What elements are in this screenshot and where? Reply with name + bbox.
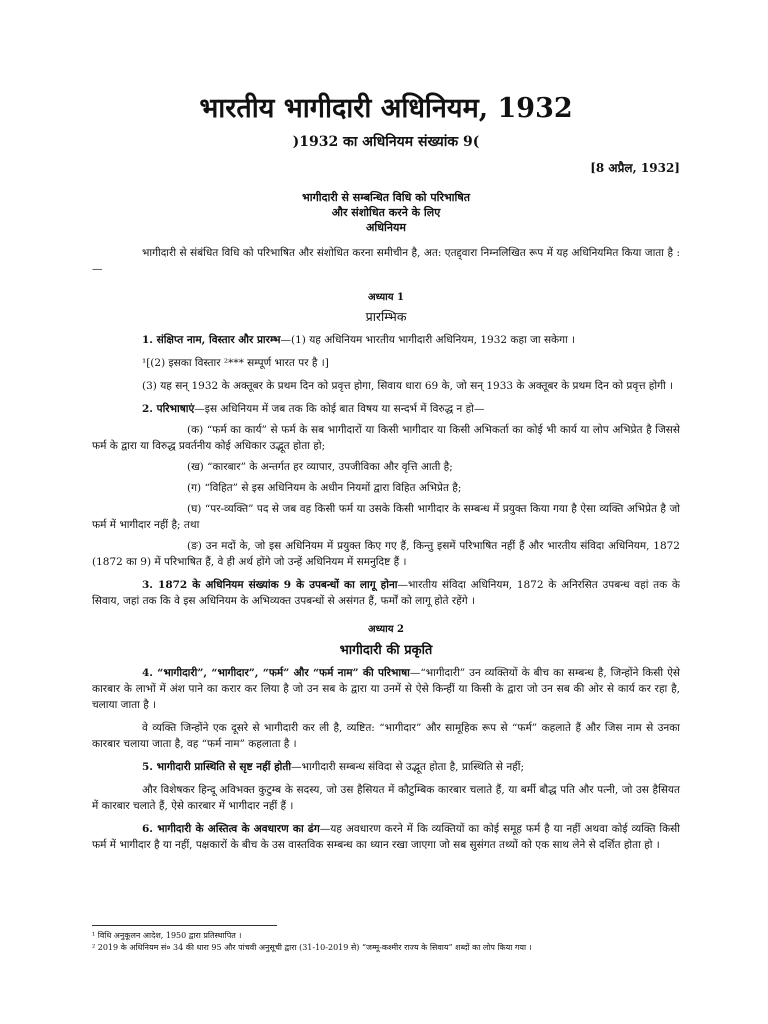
section-text: —भागीदारी सम्बन्ध संविदा से उद्भूत होता है, प्रास्थिति से नहीं; xyxy=(291,761,524,773)
section-1 xyxy=(92,332,680,348)
preamble: भागीदारी से संबंधित विधि को परिभाषित और संशोधित करना समीचीन है, अत: एतद्द्वारा निम्नलिखित रूप में यह अधिनियमित किया जाता है :— xyxy=(92,247,680,275)
clause-b: (ख) “कारबार” के अन्तर्गत हर व्यापार, उपजीविका और वृत्ति आती है; xyxy=(187,461,453,473)
section-heading: 3. 1872 के अधिनियम संख्यांक 9 के उपबन्धों का लागू होना xyxy=(142,579,398,591)
footnote-divider xyxy=(92,925,277,926)
section-heading: 5. भागीदारी प्रास्थिति से सृष्ट नहीं होती xyxy=(142,761,292,773)
section-text: —इस अधिनियम में जब तक कि कोई बात विषय या सन्दर्भ में विरुद्ध न हो— xyxy=(194,403,485,415)
long-title-line: भागीदारी से सम्बन्धित विधि को परिभाषित xyxy=(302,191,470,204)
chapter-number: अध्याय 1 xyxy=(367,292,405,303)
footnote-2: ² 2019 के अधिनियम सं० 34 की धारा 95 और पांचवी अनुसूची द्वारा (31-10-2019 से) “जम्मू-कश्मीर राज्य के सिवाय” शब्दों का लोप किया गया । xyxy=(92,943,532,952)
section-text: —यह अवधारण करने में कि व्यक्तियों का कोई समूह फर्म है या नहीं अथवा कोई व्यक्ति किसी फर्म में भागीदार है या नहीं, पक्षकारों के बीच के उस वास्तविक सम्बन्ध का ध्यान रखा जाएगा जो सब सुसंगत तथ्यों को एक साथ लेने से दर्शित होता हो । xyxy=(92,823,680,851)
section-1-subsection-2: ¹[(2) इसका विस्तार ²*** सम्पूर्ण भारत पर है ।] xyxy=(142,357,329,369)
clause-c: (ग) “विहित” से इस अधिनियम के अधीन नियमों द्वारा विहित अभिप्रेत है; xyxy=(187,482,462,494)
section-heading: 6. भागीदारी के अस्तित्व के अवधारण का ढंग xyxy=(142,823,320,835)
section-2 xyxy=(92,401,680,417)
act-number: )1932 का अधिनियम संख्यांक 9( xyxy=(292,134,480,150)
section-3 xyxy=(92,577,680,609)
long-title xyxy=(92,190,680,235)
clause-e: (ङ) उन मदों के, जो इस अधिनियम में प्रयुक्त किए गए हैं, किन्तु इसमें परिभाषित नहीं हैं और भारतीय संविदा अधिनियम, 1872 (1872 का 9) में परिभाषित हैं, वे ही अर्थ होंगे जो उन्हें अधिनियम में समनुदिष्ट हैं । xyxy=(92,540,680,568)
section-6 xyxy=(92,821,680,853)
section-heading: 2. परिभाषाएं xyxy=(142,403,195,415)
section-heading: 4. “भागीदारी”, “भागीदार”, “फर्म” और “फर्म नाम” की परिभाषा xyxy=(142,667,410,679)
chapter-title: प्रारम्भिक xyxy=(365,309,407,324)
section-4 xyxy=(92,665,680,713)
section-5-paragraph-2: और विशेषकर हिन्दू अविभक्त कुटुम्ब के सदस्य, जो उस हैसियत में कौटुम्बिक कारबार चलाते हैं, या बर्मी बौद्ध पति और पत्नी, जो उस हैसियत में कारबार चलाते हैं, ऐसे कारबार में भागीदार नहीं हैं । xyxy=(92,784,680,812)
footnote-1: ¹ विधि अनुकूलन आदेश, 1950 द्वारा प्रतिस्थापित । xyxy=(92,931,242,940)
chapter-number: अध्याय 2 xyxy=(367,624,405,635)
section-text: —(1) यह अधिनियम भारतीय भागीदारी अधिनियम, 1932 कहा जा सकेगा । xyxy=(280,334,576,346)
long-title-line: और संशोधित करने के लिए xyxy=(331,206,441,219)
long-title-line: अधिनियम xyxy=(366,221,406,234)
clause-d: (घ) “पर-व्यक्ति” पद से जब वह किसी फर्म या उसके किसी भागीदार के सम्बन्ध में प्रयुक्त किया गया है ऐसा व्यक्ति अभिप्रेत है जो फर्म में भागीदार नहीं है; तथा xyxy=(92,503,680,531)
section-1-subsection-3: (3) यह सन् 1932 के अक्तूबर के प्रथम दिन को प्रवृत्त होगा, सिवाय धारा 69 के, जो सन् 1933 के अक्तूबर के प्रथम दिन को प्रवृत्त होगी । xyxy=(142,380,674,392)
section-5 xyxy=(92,759,680,775)
clause-a: (क) “फर्म का कार्य” से फर्म के सब भागीदारों या किसी भागीदार या किसी अभिकर्ता का कोई भी कार्य या लोप अभिप्रेत है जिससे फर्म के द्वारा या विरुद्ध प्रवर्तनीय कोई अधिकार उद्भूत होता हो; xyxy=(92,424,680,452)
section-text: —“भागीदारी” उन व्यक्तियों के बीच का सम्बन्ध है, जिन्होंने किसी ऐसे कारबार के लाभों में अंश पाने का करार कर लिया है जो उन सब के द्वारा या उनमें से ऐसे किन्हीं या किसी के द्वारा जो उन सब की ओर से कार्य कर रहा है, चलाया जाता है । xyxy=(92,667,680,711)
act-title: भारतीय भागीदारी अधिनियम, 1932 xyxy=(199,93,573,124)
section-4-paragraph-2: वे व्यक्ति जिन्होंने एक दूसरे से भागीदारी कर ली है, व्यष्टित: “भागीदार” और सामूहिक रूप से “फर्म” कहलाते हैं और जिस नाम से उनका कारबार चलाया जाता है, वह “फर्म नाम” कहलाता है । xyxy=(92,722,680,750)
chapter-title: भागीदारी की प्रकृति xyxy=(339,643,433,658)
footnotes xyxy=(92,930,692,954)
section-heading: 1. संक्षिप्त नाम, विस्तार और प्रारम्भ xyxy=(142,334,281,346)
section-text: —भारतीय संविदा अधिनियम, 1872 के अनिरसित उपबन्ध वहां तक के सिवाय, जहां तक कि वे इस अधिनियम के अभिव्यक्त उपबन्धों से असंगत हैं, फर्मों को लागू होते रहेंगे । xyxy=(92,579,680,607)
act-date: [8 अप्रैल, 1932] xyxy=(590,161,680,175)
